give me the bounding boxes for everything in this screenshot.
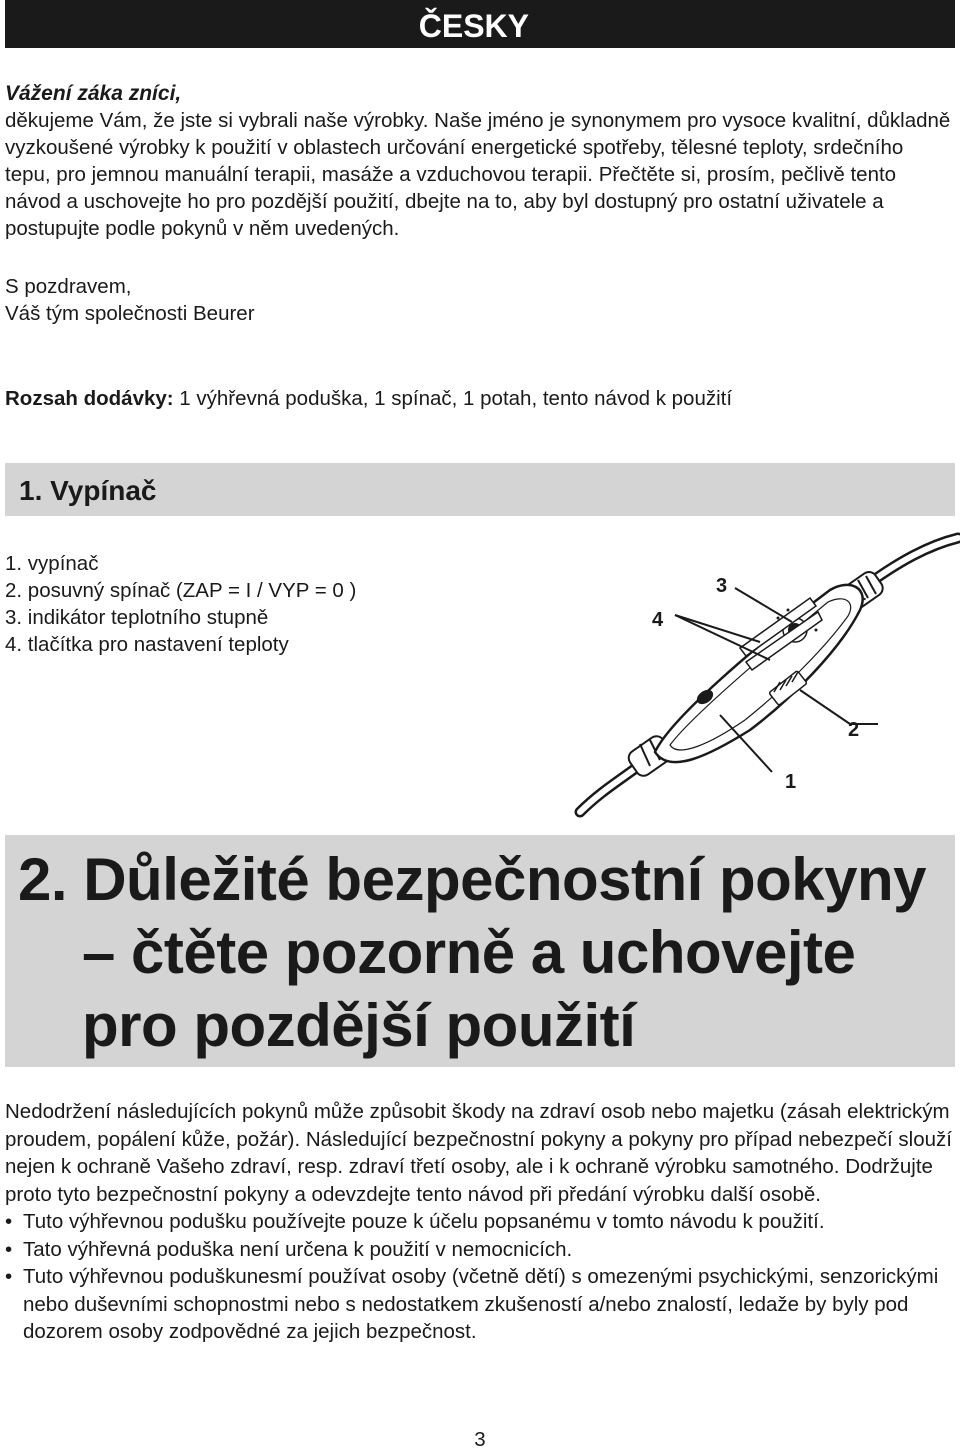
parts-list-item: 1. vypínač (5, 552, 99, 575)
signature-line-1: S pozdravem, (5, 275, 132, 298)
safety-section (5, 1098, 953, 1346)
cable-bottom (580, 765, 640, 812)
intro-section (5, 80, 953, 242)
section-2-title-line-2: – čtěte pozorně a uchovejte (82, 919, 856, 986)
diagram-label-1: 1 (785, 771, 797, 793)
diagram-label-2: 2 (848, 719, 860, 741)
signature (5, 273, 255, 327)
parts-list-item: 3. indikátor teplotního stupně (5, 606, 269, 629)
safety-bullets (5, 1208, 953, 1346)
parts-list (5, 550, 356, 658)
section-2-title-line-1: 2. Důležité bezpečnostní pokyny (18, 846, 927, 913)
switch-diagram (560, 530, 960, 820)
safety-bullet-item: • Tuto výhřevnou poduškunesmí používat osoby (včetně dětí) s omezenými psychickými, senzorickými nebo duševními schopnostmi nebo s nedostatkem zkušeností a/nebo znalostí, ledaže by byly pod dozorem osoby zodpovědné za jejich bezpečnost. (5, 1263, 953, 1346)
language-header: ČESKY (5, 0, 955, 48)
parts-list-item: 2. posuvný spínač (ZAP = I / VYP = 0 ) (5, 579, 357, 602)
safety-paragraph: Nedodržení následujících pokynů může způsobit škody na zdraví osob nebo majetku (zásah elektrickým proudem, popálení kůže, požár). Následující bezpečnostní pokyny a pokyny pro případ nebezpečí slouží nejen k ochraně Vašeho zdraví, resp. zdraví třetí osoby, ale i k ochraně výrobku samotného. Dodržujte proto tyto bezpečnostní pokyny a odevzdejte tento návod při předání výrobku další osobě. (5, 1100, 952, 1206)
page-number: 3 (474, 1428, 486, 1451)
delivery-label: Rozsah dodávky: (5, 387, 174, 410)
greeting: Vážení záka zníci, (5, 82, 182, 105)
intro-paragraph: děkujeme Vám, že jste si vybrali naše výrobky. Naše jméno je synonymem pro vysoce kvalitní, důkladně vyzkoušené výrobky k použití v oblastech určování energetické spotřeby, tělesné teploty, srdečního tepu, pro jemnou manuální terapii, masáže a vzduchovou terapii. Přečtěte si, prosím, pečlivě tento návod a uschovejte ho pro pozdější použití, dbejte na to, aby byl dostupný pro ostatní uživatele a postupujte podle pokynů v něm uvedených. (5, 109, 951, 240)
safety-bullet-item: • Tato výhřevná poduška není určena k použití v nemocnicích. (5, 1236, 953, 1264)
signature-line-2: Váš tým společnosti Beurer (5, 302, 255, 325)
switch-body (655, 585, 863, 762)
section-2-title-line-3: pro pozdější použití (82, 992, 636, 1059)
parts-list-item: 4. tlačítka pro nastavení teploty (5, 633, 289, 656)
safety-bullet-item: • Tuto výhřevnou podušku používejte pouze k účelu popsanému v tomto návodu k použití. (5, 1208, 953, 1236)
section-1-heading: 1. Vypínač (5, 463, 955, 516)
section-2-heading (5, 835, 955, 1067)
diagram-label-4: 4 (652, 609, 664, 631)
diagram-label-3: 3 (716, 575, 728, 597)
delivery-scope (5, 385, 732, 412)
delivery-text: 1 výhřevná poduška, 1 spínač, 1 potah, tento návod k použití (173, 387, 733, 410)
